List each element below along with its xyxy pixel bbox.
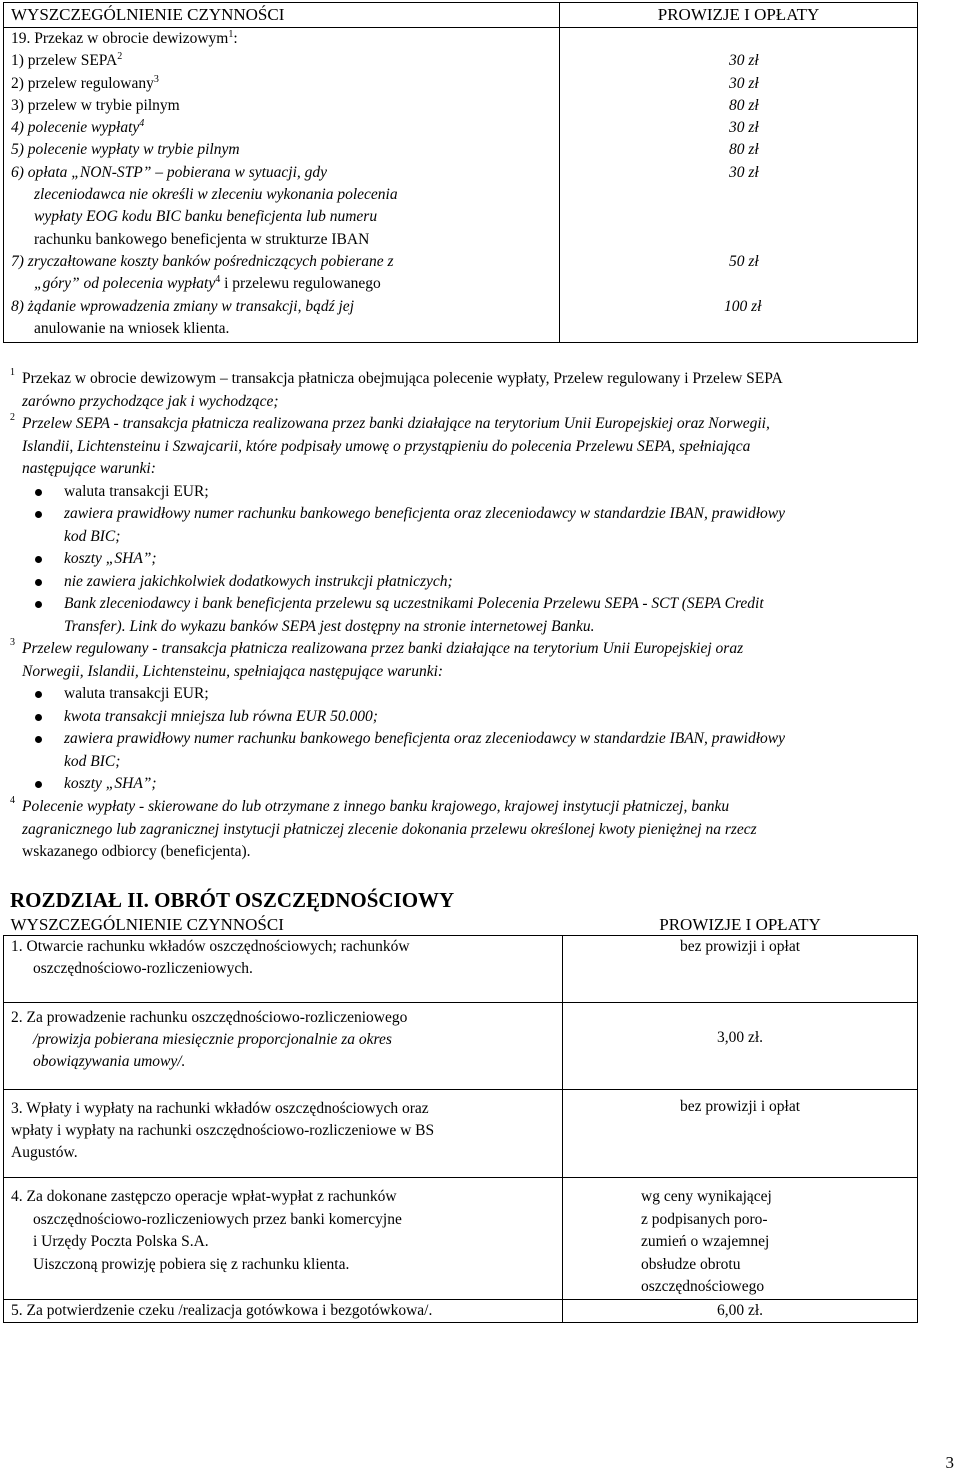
section-title: ROZDZIAŁ II. OBRÓT OSZCZĘDNOŚCIOWY (10, 888, 455, 912)
list-item: zawiera prawidłowy numer rachunku bankowego beneficjenta oraz zleceniodawcy w standardzie IBAN, prawidłowy kod BIC; (10, 728, 958, 773)
table-header-fees: PROWIZJE I OPŁATY (563, 915, 918, 936)
fee-value: 30 zł (729, 52, 759, 70)
list-item: 2) przelew regulowany$^3$ (11, 73, 159, 92)
list-item: 1) przelew SEPA$^2$ (11, 51, 123, 70)
bullet-icon (35, 691, 42, 698)
footnote-1: 1 Przekaz w obrocie dewizowym – transakcja płatnicza obejmująca polecenie wypłaty, Przelew regulowany i Przelew SEPA zarówno przychodzące jak i wychodzące; (10, 367, 783, 410)
activity-cell (4, 28, 560, 343)
footnote-3: 3 Przelew regulowany - transakcja płatnicza realizowana przez banki działające na terytorium Unii Europejskiej oraz Norwegii, Islandii, Lichtensteinu, spełniająca następujące warunki: waluta transakcji EUR; kwota transakcji mniejsza lub równa EUR 50.000; zawiera prawidłowy numer rachunku bankowego beneficjenta oraz zleceniodawcy w standardzie IBAN, prawidłowy kod BIC; koszty „SHA”; (10, 638, 958, 796)
list-item-continuation: zleceniodawca nie określi w zleceniu wykonania polecenia (34, 186, 398, 204)
item-19-title: 19. Przekaz w obrocie dewizowym$^1$: (11, 28, 238, 47)
list-item-continuation: wypłaty EOG kodu BIC banku beneficjenta lub numeru (34, 208, 378, 226)
fee-value: 30 zł (729, 119, 759, 137)
list-item: Bank zleceniodawcy i bank beneficjenta przelewu są uczestnikami Polecenia Przelewu SEPA - SCT (SEPA Credit Transfer). Link do wykazu banków SEPA jest dostępny na stronie internetowej Banku. (10, 593, 958, 638)
list-item: 7) zryczałtowane koszty banków pośredniczących pobierane z (11, 252, 394, 270)
fee-value: 80 zł (729, 141, 759, 159)
bullet-icon (35, 556, 42, 563)
list-item: koszty „SHA”; (10, 773, 958, 796)
bullet-icon (35, 601, 42, 608)
table-row: 4. Za dokonane zastępczo operacje wpłat-wypłat z rachunków oszczędnościowo-rozliczeniowych przez banki komercyjne i Urzędy Poczta Polska S.A. Uiszczoną prowizję pobiera się z rachunku klienta. (4, 1178, 563, 1300)
footnote-4: 4 Polecenie wypłaty - skierowane do lub otrzymane z innego banku krajowego, krajowej instytucji płatniczej, banku zagranicznego lub zagranicznej instytucji płatniczej zlecenie dokonania przelewu określonej kwoty pieniężnej na rzecz wskazanego odbiorcy (beneficjenta). (10, 795, 757, 860)
list-item: 5) polecenie wypłaty w trybie pilnym (11, 141, 240, 159)
bullet-icon (35, 714, 42, 721)
list-item-continuation: „góry” od polecenia wypłaty$^4$ i przelewu regulowanego (34, 274, 381, 293)
table-row: 1. Otwarcie rachunku wkładów oszczędnościowych; rachunków oszczędnościowo-rozliczeniowych. (4, 936, 563, 1003)
table-row: 3. Wpłaty i wypłaty na rachunki wkładów oszczędnościowych oraz wpłaty i wypłaty na rachunki oszczędnościowo-rozliczeniowe w BS Augustów. (4, 1090, 563, 1178)
fee-value: 3,00 zł. (563, 1003, 918, 1090)
bullet-icon (35, 511, 42, 518)
table-header-activity: WYSZCZEGÓLNIENIE CZYNNOŚCI (4, 915, 563, 936)
fee-value: 80 zł (729, 96, 759, 114)
table-row: 2. Za prowadzenie rachunku oszczędnościowo-rozliczeniowego /prowizja pobierana miesięcznie proporcjonalnie za okres obowiązywania umowy/. (4, 1003, 563, 1090)
list-item: kwota transakcji mniejsza lub równa EUR 50.000; (10, 706, 958, 729)
fees-table-foreign-transfers (3, 2, 918, 343)
list-item: nie zawiera jakichkolwiek dodatkowych instrukcji płatniczych; (10, 571, 958, 594)
table-header-fees: PROWIZJE I OPŁATY (560, 3, 918, 28)
list-item-continuation: rachunku bankowego beneficjenta w strukturze IBAN (34, 230, 370, 248)
footnote-2: 2 Przelew SEPA - transakcja płatnicza realizowana przez banki działające na terytorium Unii Europejskiej oraz Norwegii, Islandii, Lichtensteinu i Szwajcarii, które podpisały umowę o przystąpieniu do polecenia Przelewu SEPA, spełniająca następujące warunki: waluta transakcji EUR; zawiera prawidłowy numer rachunku bankowego beneficjenta oraz zleceniodawcy w standardzie IBAN, prawidłowy kod BIC; koszty „SHA”; nie zawiera jakichkolwiek dodatkowych instrukcji płatniczych; Bank zleceniodawcy i bank beneficjenta przelewu są uczestnikami Polecenia Przelewu SEPA - SCT (SEPA Credit Transfer). Link do wykazu banków SEPA jest dostępny na stronie internetowej Banku. (10, 413, 958, 638)
fee-value: 6,00 zł. (563, 1299, 918, 1322)
fee-value: 30 zł (729, 74, 759, 92)
page-number: 3 (945, 1453, 954, 1472)
fee-value: bez prowizji i opłat (563, 936, 918, 1003)
fee-value: 30 zł (729, 163, 759, 181)
bullet-icon (35, 781, 42, 788)
list-item: waluta transakcji EUR; (10, 683, 958, 706)
fees-cell (560, 28, 918, 343)
list-item: zawiera prawidłowy numer rachunku bankowego beneficjenta oraz zleceniodawcy w standardzie IBAN, prawidłowy kod BIC; (10, 503, 958, 548)
list-item: 3) przelew w trybie pilnym (11, 96, 180, 114)
bullet-icon (35, 489, 42, 496)
fee-value: bez prowizji i opłat (563, 1090, 918, 1178)
table-header-activity: WYSZCZEGÓLNIENIE CZYNNOŚCI (4, 3, 560, 28)
bullet-icon (35, 579, 42, 586)
table-row: 5. Za potwierdzenie czeku /realizacja gotówkowa i bezgotówkowa/. (4, 1299, 563, 1322)
list-item: 4) polecenie wypłaty$^4$ (11, 118, 145, 137)
bullet-icon (35, 736, 42, 743)
fee-value: 100 zł (724, 297, 762, 315)
fee-value: wg ceny wynikającej z podpisanych poro- zumień o wzajemnej obsłudze obrotu oszczędnościowego (563, 1178, 918, 1300)
list-item: waluta transakcji EUR; (10, 481, 958, 504)
list-item: 8) żądanie wprowadzenia zmiany w transakcji, bądź jej (11, 297, 354, 315)
list-item: koszty „SHA”; (10, 548, 958, 571)
list-item-continuation: anulowanie na wniosek klienta. (34, 319, 230, 337)
list-item: 6) opłata „NON-STP” – pobierana w sytuacji, gdy (11, 163, 328, 181)
fee-value: 50 zł (729, 252, 759, 270)
fees-table-savings (3, 915, 918, 1323)
